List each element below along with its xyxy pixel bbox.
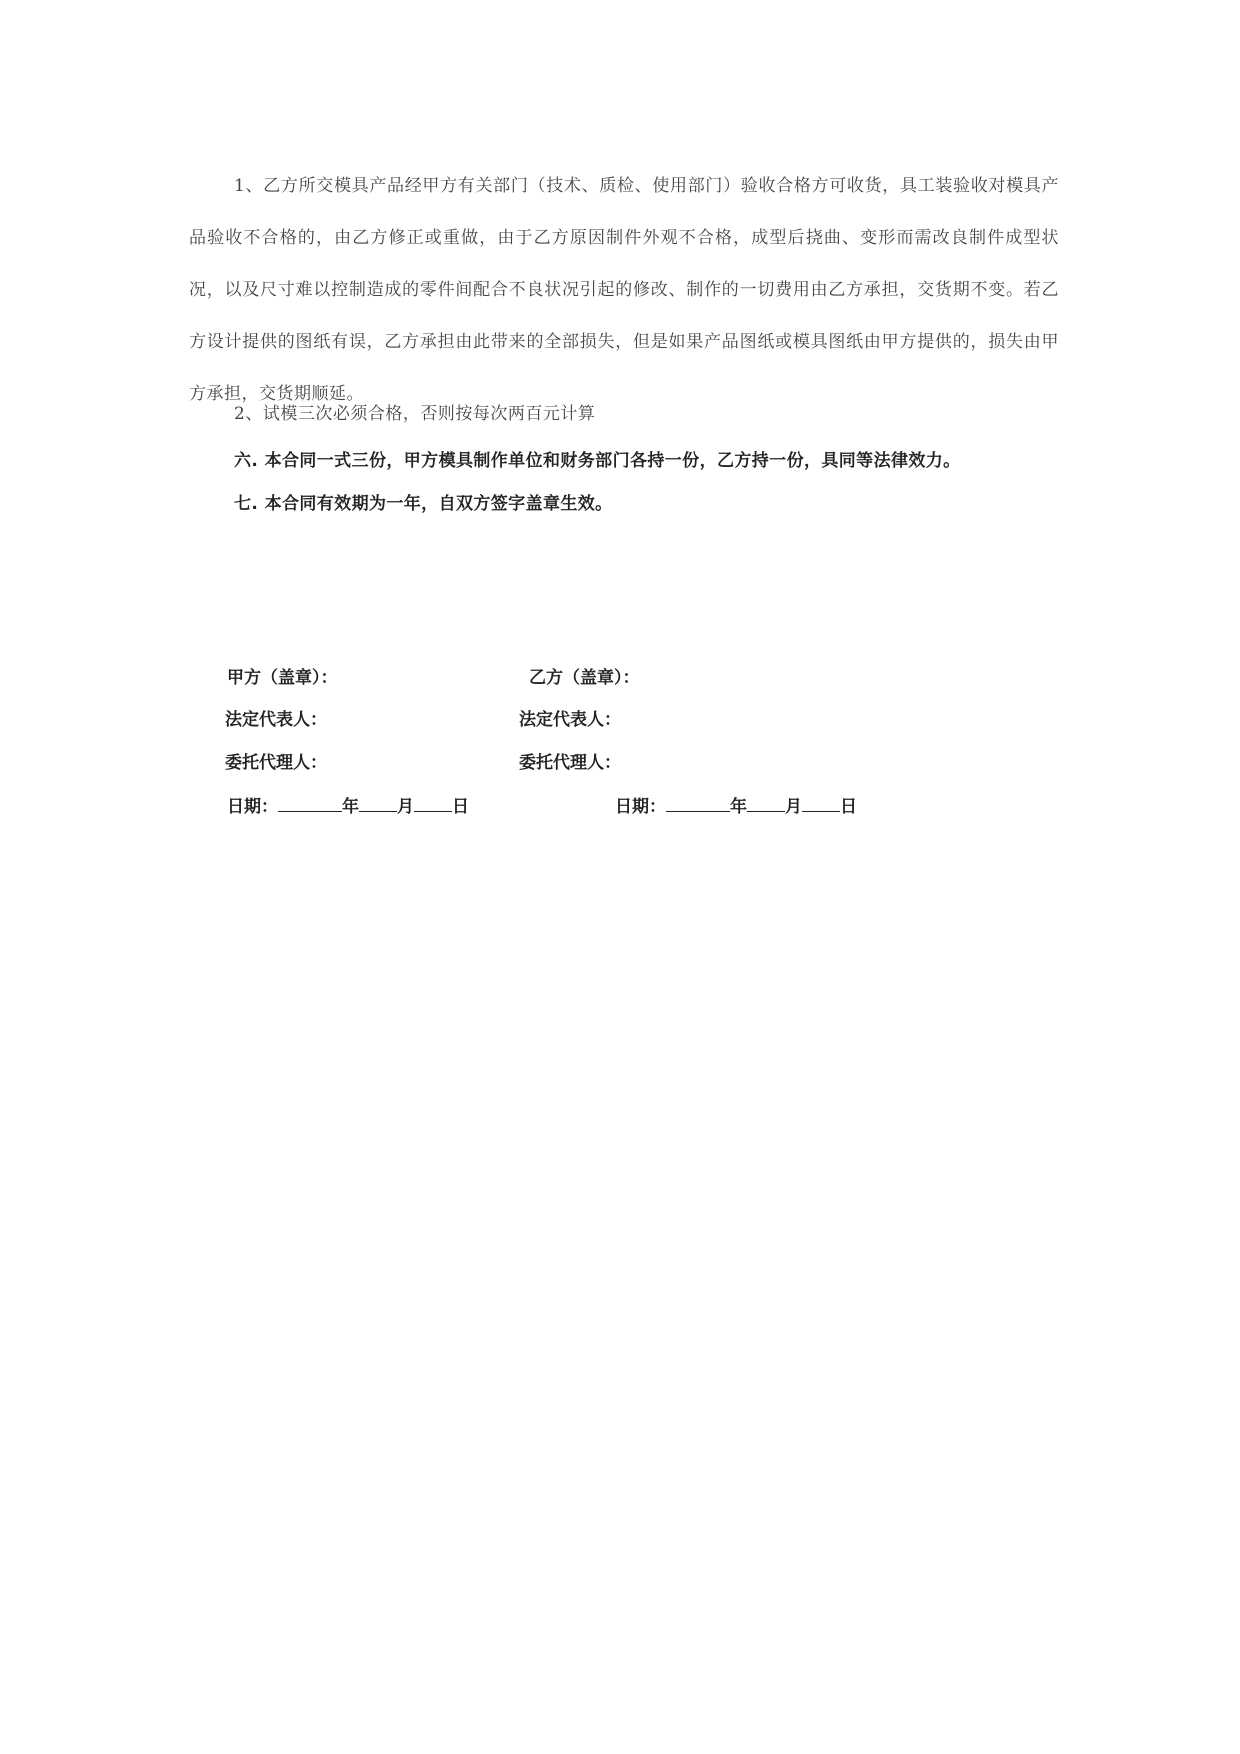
party-b-legal-rep-label: 法定代表人： (519, 710, 621, 730)
party-a-legal-rep-label: 法定代表人： (225, 710, 327, 730)
party-a-day-blank[interactable] (414, 795, 452, 812)
party-b-date-label: 日期： (615, 797, 666, 817)
party-b-seal-label: 乙方（盖章）： (529, 668, 640, 688)
party-a-agent-label: 委托代理人： (225, 753, 327, 773)
party-a-month-blank[interactable] (359, 795, 397, 812)
party-b-month-blank[interactable] (747, 795, 785, 812)
party-b-day-blank[interactable] (802, 795, 840, 812)
party-b-year-label: 年 (730, 797, 747, 817)
party-a-seal-label: 甲方（盖章）： (227, 668, 338, 688)
party-b-agent-label: 委托代理人： (519, 753, 621, 773)
clause-item-2: 2、试模三次必须合格，否则按每次两百元计算 (234, 404, 596, 424)
clause-seven: 七. 本合同有效期为一年，自双方签字盖章生效。 (234, 494, 613, 514)
party-a-year-blank[interactable] (278, 795, 342, 812)
party-a-month-label: 月 (397, 797, 414, 817)
party-b-date-line (615, 792, 857, 817)
clause-item-1: 1、乙方所交模具产品经甲方有关部门（技术、质检、使用部门）验收合格方可收货，具工装验收对模具产品验收不合格的，由乙方修正或重做，由于乙方原因制件外观不合格，成型后挠曲、变形而需改良制件成型状况，以及尺寸难以控制造成的零件间配合不良状况引起的修改、制作的一切费用由乙方承担，交货期不变。若乙方设计提供的图纸有误，乙方承担由此带来的全部损失，但是如果产品图纸或模具图纸由甲方提供的，损失由甲方承担，交货期顺延。 (189, 176, 1059, 404)
party-b-year-blank[interactable] (666, 795, 730, 812)
party-a-year-label: 年 (342, 797, 359, 817)
party-b-month-label: 月 (785, 797, 802, 817)
party-b-day-label: 日 (840, 797, 857, 817)
party-a-day-label: 日 (452, 797, 469, 817)
clause-six: 六. 本合同一式三份，甲方模具制作单位和财务部门各持一份，乙方持一份，具同等法律效力。 (234, 451, 961, 471)
party-a-date-line (227, 792, 469, 817)
party-a-date-label: 日期： (227, 797, 278, 817)
